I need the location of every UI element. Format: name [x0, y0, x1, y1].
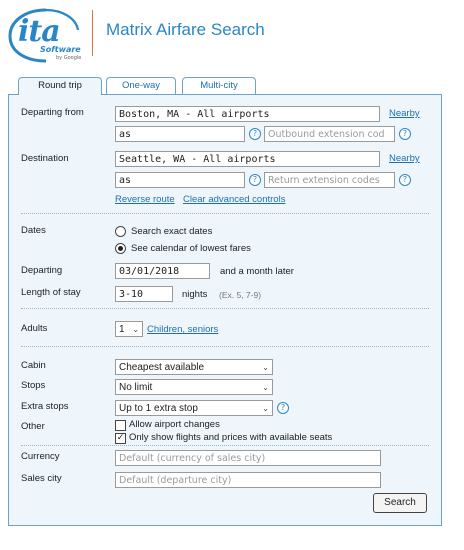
chevron-down-icon: ⌄ — [262, 383, 269, 392]
length-of-stay-label: Length of stay — [21, 287, 81, 298]
question-circle-icon[interactable]: ? — [399, 174, 411, 186]
question-circle-icon[interactable]: ? — [249, 174, 261, 186]
tab-one-way[interactable]: One-way — [106, 77, 176, 94]
divider — [21, 445, 429, 446]
search-form-panel — [8, 94, 442, 526]
logo-sub-text: Software — [40, 45, 81, 54]
length-of-stay-input[interactable]: 3-10 — [115, 286, 173, 302]
currency-input[interactable]: Default (currency of sales city) — [115, 450, 381, 466]
clear-advanced-controls-link[interactable]: Clear advanced controls — [183, 194, 286, 205]
destination-code-input[interactable]: as — [115, 172, 245, 188]
departing-label: Departing — [21, 265, 63, 276]
departing-code-input[interactable]: as — [115, 126, 245, 142]
ita-logo[interactable] — [6, 6, 84, 64]
cabin-label: Cabin — [21, 360, 46, 371]
stops-select[interactable] — [115, 379, 273, 395]
destination-nearby-link[interactable]: Nearby — [389, 153, 420, 164]
page-title: Matrix Airfare Search — [106, 20, 265, 39]
stops-select-value: No limit — [119, 382, 153, 393]
extra-stops-select-value: Up to 1 extra stop — [119, 403, 198, 414]
destination-input[interactable]: Seattle, WA - All airports — [115, 151, 380, 167]
other-label: Other — [21, 421, 45, 432]
allow-airport-changes-checkbox[interactable] — [115, 420, 126, 431]
departing-from-input[interactable]: Boston, MA - All airports — [115, 106, 380, 122]
departing-date-input[interactable]: 03/01/2018 — [115, 263, 210, 279]
chevron-down-icon: ⌄ — [262, 363, 269, 372]
search-exact-dates-label: Search exact dates — [131, 226, 213, 237]
logo-main-text: ita — [18, 14, 60, 49]
question-circle-icon[interactable]: ? — [399, 128, 411, 140]
search-exact-dates-radio[interactable] — [115, 226, 126, 237]
question-circle-icon[interactable]: ? — [249, 128, 261, 140]
tab-round-trip[interactable]: Round trip — [18, 77, 102, 95]
reverse-route-link[interactable]: Reverse route — [115, 194, 175, 205]
departing-nearby-link[interactable]: Nearby — [389, 108, 420, 119]
extra-stops-label: Extra stops — [21, 401, 69, 412]
allow-airport-changes-label: Allow airport changes — [129, 419, 220, 430]
dates-label: Dates — [21, 225, 46, 236]
only-available-seats-label: Only show flights and prices with available seats — [129, 432, 333, 443]
stops-label: Stops — [21, 380, 46, 391]
logo-by-text: by Google — [56, 55, 82, 61]
destination-label: Destination — [21, 153, 69, 164]
cabin-select-value: Cheapest available — [119, 362, 205, 373]
sales-city-label: Sales city — [21, 473, 62, 484]
chevron-down-icon: ⌄ — [262, 404, 269, 413]
children-seniors-link[interactable]: Children, seniors — [147, 324, 219, 335]
adults-select-value: 1 — [119, 324, 125, 335]
chevron-down-icon: ⌄ — [132, 325, 139, 334]
adults-label: Adults — [21, 323, 48, 334]
search-button[interactable]: Search — [373, 493, 427, 513]
cabin-select[interactable] — [115, 359, 273, 375]
header-divider — [92, 10, 93, 56]
nights-label: nights — [182, 289, 208, 300]
calendar-lowest-fares-radio[interactable] — [115, 243, 126, 254]
only-available-seats-checkbox[interactable]: ✓ — [116, 433, 125, 443]
calendar-lowest-fares-label: See calendar of lowest fares — [131, 243, 251, 254]
length-of-stay-example: (Ex. 5, 7-9) — [219, 290, 262, 300]
extra-stops-select[interactable] — [115, 400, 273, 416]
header — [0, 0, 464, 70]
question-circle-icon[interactable]: ? — [277, 402, 289, 414]
departing-suffix: and a month later — [220, 266, 294, 277]
outbound-extension-input[interactable]: Outbound extension cod — [264, 126, 395, 142]
currency-label: Currency — [21, 451, 60, 462]
divider — [21, 308, 429, 309]
departing-from-label: Departing from — [21, 107, 84, 118]
tab-multi-city[interactable]: Multi-city — [182, 77, 256, 94]
divider — [21, 213, 429, 214]
divider — [21, 346, 429, 347]
return-extension-input[interactable]: Return extension codes — [264, 172, 395, 188]
adults-select[interactable] — [115, 321, 143, 337]
sales-city-input[interactable]: Default (departure city) — [115, 472, 381, 488]
